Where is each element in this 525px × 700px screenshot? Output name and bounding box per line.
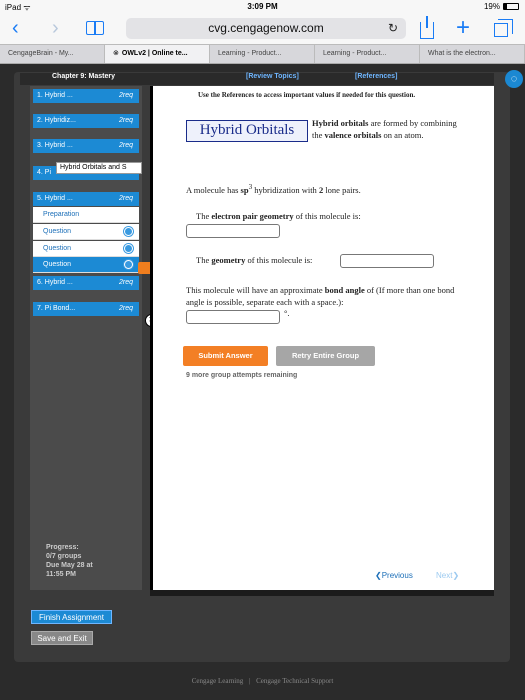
finish-assignment-button[interactable]: Finish Assignment bbox=[31, 610, 112, 624]
browser-tab[interactable]: CengageBrain - My... bbox=[0, 45, 105, 63]
sub-item-question-current[interactable]: Question bbox=[33, 257, 139, 273]
status-dot-icon bbox=[124, 260, 133, 269]
close-tab-icon[interactable]: ⊗ bbox=[113, 50, 119, 57]
sidebar-item-1[interactable]: 1. Hybrid ... 2req bbox=[33, 89, 139, 103]
next-button[interactable]: Next❯ bbox=[436, 571, 460, 580]
progress-info: Progress: 0/7 groups Due May 28 at 11:55 PM bbox=[46, 544, 93, 578]
question-panel bbox=[150, 86, 494, 590]
forward-chevron-icon[interactable]: › bbox=[52, 17, 59, 39]
browser-tab[interactable]: Learning - Product... bbox=[315, 45, 420, 63]
footer-brand-link[interactable]: Cengage Learning bbox=[191, 677, 244, 685]
previous-button[interactable]: ❮Previous bbox=[375, 571, 413, 580]
browser-toolbar bbox=[0, 14, 525, 44]
browser-tab-active[interactable]: ⊗ OWLv2 | Online te... bbox=[105, 45, 210, 63]
tab-strip bbox=[0, 44, 525, 64]
sidebar-item-7[interactable]: 7. Pi Bond... 2req bbox=[33, 302, 139, 316]
new-tab-icon[interactable]: + bbox=[456, 14, 471, 41]
battery-percent: 19% bbox=[483, 2, 500, 11]
electron-geometry-label: The electron pair geometry of this molecule is: bbox=[196, 211, 361, 221]
bond-angle-input[interactable] bbox=[186, 310, 280, 324]
browser-tab[interactable]: What is the electron... bbox=[420, 45, 525, 63]
chevron-left-icon: ❮ bbox=[375, 571, 382, 580]
browser-tab[interactable]: Learning - Product... bbox=[210, 45, 315, 63]
submit-answer-button[interactable]: Submit Answer bbox=[183, 346, 268, 366]
status-dot-icon bbox=[124, 227, 133, 236]
sidebar-item-3[interactable]: 3. Hybrid ... 2req bbox=[33, 139, 139, 153]
sidebar-item-2[interactable]: 2. Hybridiz... 2req bbox=[33, 114, 139, 128]
device-label: iPad ᯤ bbox=[5, 3, 31, 12]
battery-status bbox=[484, 2, 519, 11]
sub-item-question[interactable]: Question bbox=[33, 241, 139, 257]
instructions: Use the References to access important values if needed for this question. bbox=[198, 91, 416, 99]
electron-geometry-input[interactable] bbox=[186, 224, 280, 238]
footer-support-link[interactable]: Cengage Technical Support bbox=[256, 677, 334, 685]
page-footer: Cengage Learning | Cengage Technical Support bbox=[191, 677, 334, 685]
battery-icon bbox=[503, 3, 519, 10]
status-dot-icon bbox=[124, 244, 133, 253]
topic-description: Hybrid orbitals are formed by combining the valence orbitals on an atom. bbox=[312, 118, 457, 140]
sidebar-item-4[interactable]: 4. Pi bbox=[33, 166, 139, 180]
question-prompt: A molecule has $sp^3$ hybridization with 2 lone pairs. bbox=[186, 183, 361, 195]
save-exit-button[interactable]: Save and Exit bbox=[31, 631, 93, 645]
retry-group-button[interactable]: Retry Entire Group bbox=[276, 346, 375, 366]
url-text: cvg.cengagenow.com bbox=[208, 21, 324, 35]
reload-icon[interactable]: ↻ bbox=[387, 21, 398, 35]
chevron-right-icon: ❯ bbox=[452, 571, 460, 580]
status-bar bbox=[0, 0, 525, 14]
sub-item-preparation[interactable]: Preparation bbox=[33, 207, 139, 223]
share-icon[interactable] bbox=[420, 22, 434, 39]
attempts-remaining: 9 more group attempts remaining bbox=[186, 372, 298, 379]
bookmarks-icon[interactable] bbox=[86, 21, 104, 35]
molecular-geometry-input[interactable] bbox=[340, 254, 434, 268]
topic-title: Hybrid Orbitals bbox=[186, 120, 308, 142]
degree-unit: °. bbox=[284, 308, 290, 318]
back-chevron-icon[interactable]: ‹ bbox=[12, 17, 19, 39]
sub-item-question[interactable]: Question bbox=[33, 224, 139, 240]
sidebar-tooltip: Hybrid Orbitals and S bbox=[56, 162, 142, 174]
bond-angle-label: This molecule will have an approximate bond angle of (If more than one bond angle is possible, separate each with a space.): bbox=[186, 285, 455, 307]
molecular-geometry-label: The geometry of this molecule is: bbox=[196, 255, 313, 265]
clock: 3:09 PM bbox=[247, 2, 278, 11]
help-icon[interactable]: ◌ bbox=[505, 70, 523, 88]
address-bar[interactable] bbox=[126, 18, 406, 39]
review-topics-link[interactable]: [Review Topics] bbox=[246, 73, 299, 80]
sidebar-item-6[interactable]: 6. Hybrid ... 2req bbox=[33, 276, 139, 290]
references-link[interactable]: [References] bbox=[355, 73, 398, 80]
sidebar-item-5[interactable]: 5. Hybrid ... 2req bbox=[33, 192, 139, 206]
panel-footer-bar bbox=[150, 590, 494, 596]
tabs-overview-icon[interactable] bbox=[494, 23, 508, 37]
chapter-title: Chapter 9: Mastery bbox=[52, 73, 116, 80]
